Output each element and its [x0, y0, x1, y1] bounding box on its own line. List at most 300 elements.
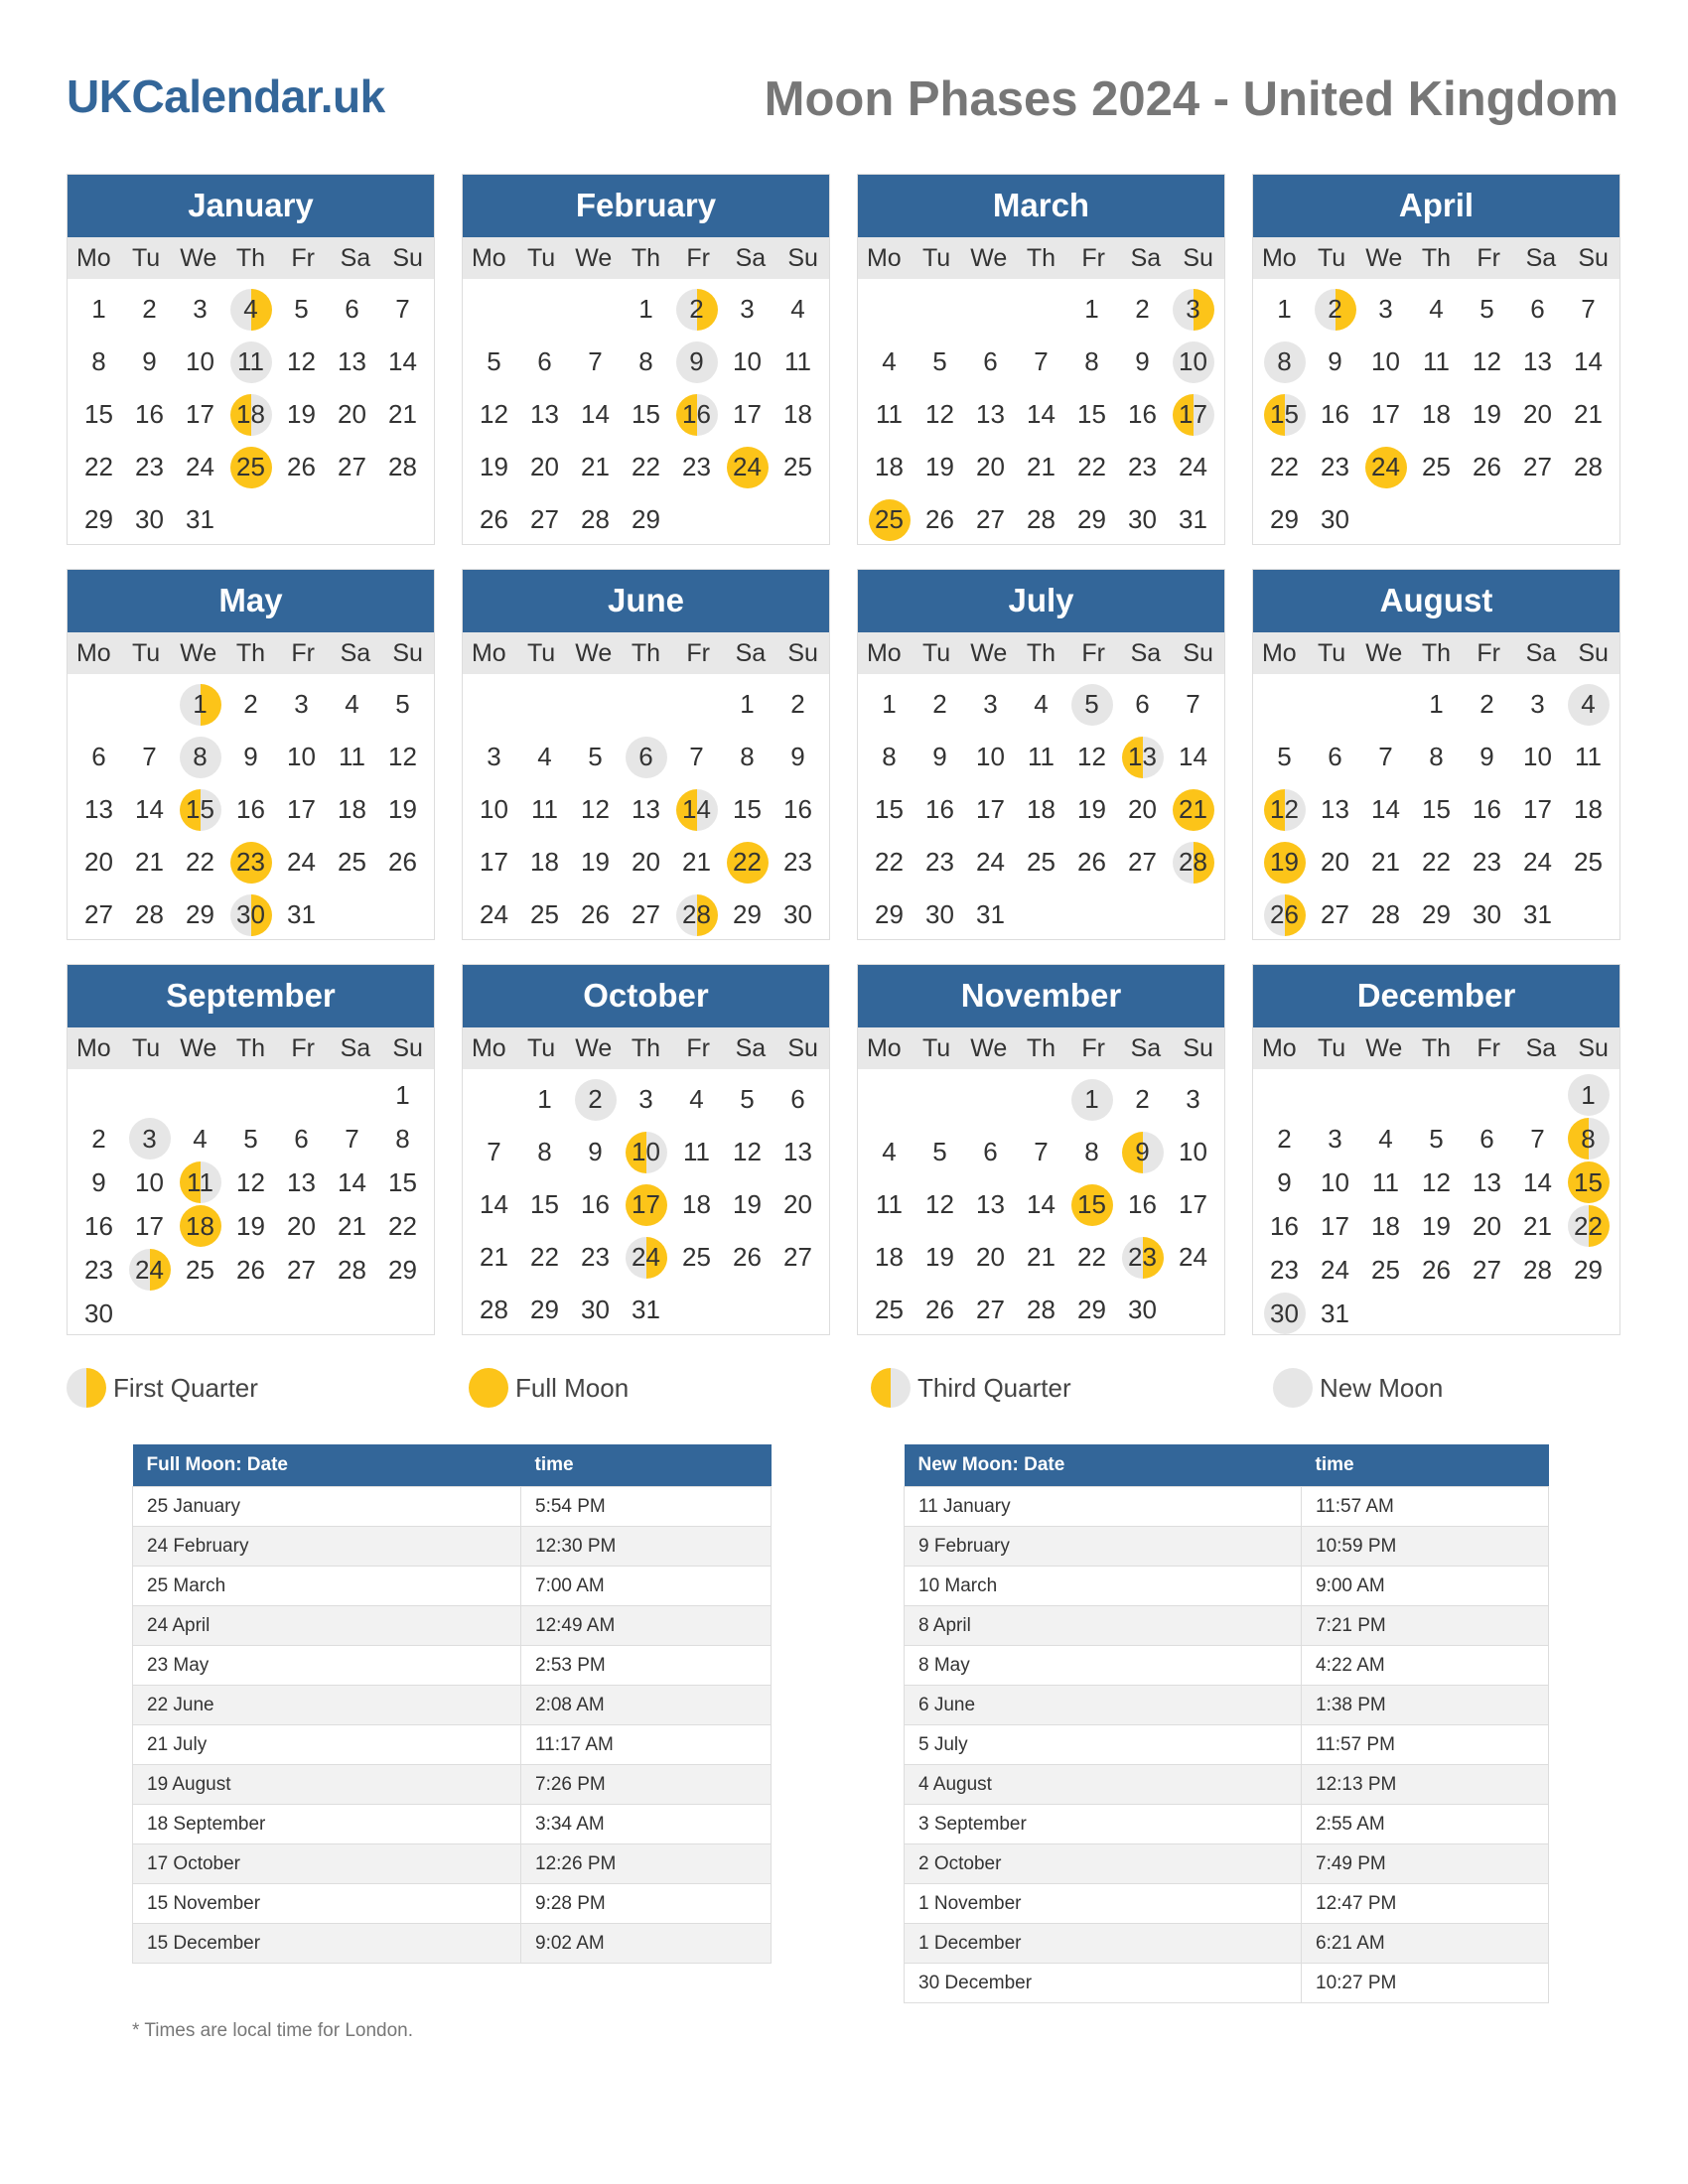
month-title: April: [1253, 175, 1619, 237]
day-number: 8: [91, 346, 106, 376]
weekday-header: [1253, 237, 1619, 279]
date-cell: 15 November: [133, 1884, 521, 1924]
day-number: 29: [733, 899, 762, 929]
day-number: 25: [1371, 1254, 1400, 1285]
page-title: Moon Phases 2024 - United Kingdom: [764, 72, 1618, 126]
weekday-label: Su: [1578, 639, 1609, 667]
moon-phase-icon: [871, 1368, 911, 1408]
legend-item: [1273, 1368, 1443, 1408]
day-fm-marker: 18: [180, 1205, 221, 1247]
table-row: [905, 1487, 1549, 1527]
day-number: 25: [1574, 847, 1603, 877]
day-number: 26: [1422, 1254, 1451, 1285]
weekday-label: Mo: [471, 244, 506, 272]
day-number: 1: [91, 294, 106, 324]
day-number: 14: [1371, 794, 1400, 824]
weekday-label: Su: [1183, 1034, 1213, 1062]
day-nm-marker: 2: [575, 1079, 617, 1121]
day-number: 15: [632, 399, 660, 429]
day-number: 6: [1479, 1123, 1494, 1154]
month-title: May: [68, 570, 434, 632]
weekday-label: We: [1365, 1034, 1403, 1062]
day-number: 11: [876, 399, 903, 429]
day-number: 23: [1128, 452, 1157, 481]
time-cell: 11:17 AM: [521, 1725, 772, 1765]
day-tq-marker: 10: [626, 1132, 667, 1173]
day-number: 21: [1027, 1242, 1055, 1272]
day-number: 24: [1523, 847, 1552, 877]
day-number: 29: [388, 1254, 417, 1285]
time-cell: 12:47 PM: [1302, 1884, 1549, 1924]
day-fm-marker: 25: [869, 499, 911, 541]
day-number: 10: [1179, 1137, 1207, 1166]
day-number: 11: [1575, 742, 1602, 771]
new-moon-table: [904, 1444, 1549, 2003]
weekday-label: Th: [631, 1034, 661, 1062]
weekday-label: Fr: [291, 1034, 315, 1062]
day-number: 10: [1371, 346, 1400, 376]
weekday-label: Tu: [526, 1034, 556, 1062]
day-nm-marker: 30: [1264, 1293, 1306, 1334]
weekday-label: Su: [392, 1034, 423, 1062]
day-number: 21: [1027, 452, 1055, 481]
weekday-header: [1253, 1027, 1619, 1069]
table-row: [905, 1527, 1549, 1567]
weekday-label: Sa: [735, 244, 767, 272]
day-number: 5: [487, 346, 501, 376]
day-number: 19: [388, 794, 417, 824]
day-number: 7: [689, 742, 704, 771]
day-grid: [463, 1069, 829, 1336]
day-number: 16: [581, 1189, 610, 1219]
day-number: 7: [588, 346, 603, 376]
weekday-label: Su: [1578, 1034, 1609, 1062]
day-fq-marker: 23: [1122, 1237, 1164, 1279]
day-number: 5: [740, 1084, 755, 1114]
day-nm-marker: 5: [1071, 684, 1113, 726]
day-grid: [463, 279, 829, 546]
day-number: 13: [530, 399, 559, 429]
day-number: 20: [976, 1242, 1005, 1272]
weekday-label: Fr: [686, 639, 710, 667]
day-number: 28: [388, 452, 417, 481]
month-title: January: [68, 175, 434, 237]
day-nm-marker: 8: [180, 737, 221, 778]
day-number: 4: [882, 1137, 897, 1166]
day-number: 7: [1581, 294, 1596, 324]
weekday-label: Sa: [340, 639, 371, 667]
day-number: 17: [1523, 794, 1552, 824]
day-number: 11: [531, 794, 558, 824]
weekday-label: Sa: [1525, 1034, 1557, 1062]
weekday-label: Mo: [471, 1034, 506, 1062]
day-number: 18: [338, 794, 366, 824]
weekday-label: Mo: [75, 244, 111, 272]
day-number: 20: [84, 847, 113, 877]
day-number: 8: [740, 742, 755, 771]
day-number: 2: [932, 689, 947, 719]
time-cell: 6:21 AM: [1302, 1924, 1549, 1964]
table-row: [133, 1725, 772, 1765]
day-number: 1: [537, 1084, 552, 1114]
day-number: 20: [1128, 794, 1157, 824]
weekday-label: We: [970, 1034, 1008, 1062]
day-number: 25: [530, 899, 559, 929]
day-number: 23: [925, 847, 954, 877]
day-number: 28: [1027, 504, 1055, 534]
weekday-label: Fr: [291, 244, 315, 272]
weekday-label: We: [575, 244, 613, 272]
day-number: 30: [783, 899, 812, 929]
day-number: 17: [186, 399, 214, 429]
day-number: 5: [395, 689, 410, 719]
day-number: 19: [1422, 1210, 1451, 1241]
day-number: 5: [932, 1137, 947, 1166]
day-number: 17: [976, 794, 1005, 824]
day-number: 8: [882, 742, 897, 771]
full-moon-date-header: Full Moon: Date: [133, 1444, 521, 1487]
day-number: 26: [925, 1295, 954, 1324]
date-cell: 10 March: [905, 1567, 1302, 1606]
day-nm-marker: 8: [1264, 341, 1306, 383]
day-number: 16: [1473, 794, 1501, 824]
date-cell: 1 November: [905, 1884, 1302, 1924]
date-cell: 30 December: [905, 1964, 1302, 2003]
date-cell: 8 April: [905, 1606, 1302, 1646]
day-number: 6: [983, 1137, 998, 1166]
day-number: 23: [135, 452, 164, 481]
day-number: 4: [345, 689, 359, 719]
day-tq-marker: 8: [1568, 1118, 1610, 1160]
day-number: 28: [1523, 1254, 1552, 1285]
day-tq-marker: 18: [230, 394, 272, 436]
day-number: 4: [1034, 689, 1049, 719]
day-number: 10: [287, 742, 316, 771]
day-number: 24: [186, 452, 214, 481]
date-cell: 9 February: [905, 1527, 1302, 1567]
month-january: [67, 174, 435, 545]
table-row: [133, 1606, 772, 1646]
weekday-header: [858, 237, 1224, 279]
weekday-label: Sa: [1525, 639, 1557, 667]
day-number: 25: [1422, 452, 1451, 481]
day-grid: [1253, 279, 1619, 546]
weekday-label: Th: [235, 244, 266, 272]
weekday-header: [68, 1027, 434, 1069]
day-number: 18: [783, 399, 812, 429]
weekday-label: Th: [235, 1034, 266, 1062]
day-number: 9: [91, 1166, 106, 1197]
day-number: 16: [84, 1210, 113, 1241]
day-number: 18: [875, 1242, 904, 1272]
day-number: 14: [1179, 742, 1207, 771]
day-number: 7: [1378, 742, 1393, 771]
weekday-header: [858, 1027, 1224, 1069]
moon-phase-icon: [1273, 1368, 1313, 1408]
day-number: 29: [632, 504, 660, 534]
day-number: 13: [783, 1137, 812, 1166]
day-number: 18: [1371, 1210, 1400, 1241]
day-number: 15: [530, 1189, 559, 1219]
day-number: 14: [480, 1189, 508, 1219]
day-number: 20: [287, 1210, 316, 1241]
date-cell: 18 September: [133, 1805, 521, 1844]
table-row: [133, 1844, 772, 1884]
time-cell: 2:53 PM: [521, 1646, 772, 1686]
day-number: 2: [790, 689, 805, 719]
day-number: 21: [1371, 847, 1400, 877]
day-number: 6: [1135, 689, 1150, 719]
table-row: [133, 1527, 772, 1567]
day-number: 29: [1077, 1295, 1106, 1324]
day-number: 30: [135, 504, 164, 534]
time-cell: 12:13 PM: [1302, 1765, 1549, 1805]
day-fq-marker: 3: [1173, 289, 1214, 331]
day-number: 5: [1277, 742, 1292, 771]
weekday-label: Fr: [1477, 1034, 1500, 1062]
table-row: [133, 1686, 772, 1725]
day-nm-marker: 10: [1173, 341, 1214, 383]
day-number: 26: [733, 1242, 762, 1272]
day-number: 27: [530, 504, 559, 534]
day-number: 2: [91, 1123, 106, 1154]
day-number: 10: [135, 1166, 164, 1197]
day-number: 30: [1128, 1295, 1157, 1324]
day-number: 14: [581, 399, 610, 429]
day-number: 27: [1523, 452, 1552, 481]
day-number: 18: [682, 1189, 711, 1219]
day-number: 27: [976, 504, 1005, 534]
day-number: 23: [581, 1242, 610, 1272]
day-fm-marker: 17: [626, 1184, 667, 1226]
day-number: 22: [84, 452, 113, 481]
day-grid: [68, 1069, 434, 1335]
day-tq-marker: 11: [180, 1161, 221, 1203]
day-number: 19: [581, 847, 610, 877]
time-cell: 9:02 AM: [521, 1924, 772, 1964]
day-number: 2: [142, 294, 157, 324]
day-number: 10: [733, 346, 762, 376]
month-february: [462, 174, 830, 545]
day-number: 6: [294, 1123, 309, 1154]
date-cell: 15 December: [133, 1924, 521, 1964]
day-number: 28: [1027, 1295, 1055, 1324]
day-number: 31: [287, 899, 316, 929]
day-number: 24: [480, 899, 508, 929]
day-number: 13: [1523, 346, 1552, 376]
table-row: [905, 1884, 1549, 1924]
weekday-label: Th: [631, 244, 661, 272]
time-cell: 5:54 PM: [521, 1487, 772, 1527]
day-number: 4: [537, 742, 552, 771]
day-number: 29: [84, 504, 113, 534]
day-number: 16: [925, 794, 954, 824]
weekday-label: We: [180, 639, 217, 667]
day-number: 15: [875, 794, 904, 824]
day-number: 14: [1523, 1166, 1552, 1197]
weekday-label: Mo: [1261, 1034, 1297, 1062]
day-tq-marker: 15: [1264, 394, 1306, 436]
table-row: [905, 1844, 1549, 1884]
table-row: [133, 1924, 772, 1964]
day-number: 24: [1179, 1242, 1207, 1272]
date-cell: 19 August: [133, 1765, 521, 1805]
weekday-label: Fr: [686, 244, 710, 272]
table-row: [905, 1805, 1549, 1844]
day-number: 25: [682, 1242, 711, 1272]
weekday-label: Su: [787, 1034, 818, 1062]
date-cell: 23 May: [133, 1646, 521, 1686]
day-number: 10: [1321, 1166, 1349, 1197]
day-fm-marker: 21: [1173, 789, 1214, 831]
day-number: 3: [638, 1084, 653, 1114]
day-number: 1: [638, 294, 653, 324]
table-row: [133, 1487, 772, 1527]
legend-label: Full Moon: [515, 1372, 630, 1403]
weekday-label: Tu: [131, 639, 161, 667]
day-number: 29: [530, 1295, 559, 1324]
weekday-label: Tu: [921, 1034, 951, 1062]
day-number: 26: [581, 899, 610, 929]
day-number: 6: [983, 346, 998, 376]
day-number: 28: [581, 504, 610, 534]
day-number: 2: [1277, 1123, 1292, 1154]
day-number: 2: [243, 689, 258, 719]
day-number: 1: [882, 689, 897, 719]
weekday-label: Su: [1183, 639, 1213, 667]
weekday-header: [858, 632, 1224, 674]
day-number: 7: [1034, 346, 1049, 376]
day-fq-marker: 24: [626, 1237, 667, 1279]
day-number: 22: [1077, 1242, 1106, 1272]
month-title: March: [858, 175, 1224, 237]
day-number: 12: [925, 399, 954, 429]
day-number: 14: [1027, 1189, 1055, 1219]
weekday-label: Sa: [340, 244, 371, 272]
day-number: 8: [395, 1123, 410, 1154]
day-number: 3: [294, 689, 309, 719]
day-number: 2: [1479, 689, 1494, 719]
day-number: 13: [338, 346, 366, 376]
day-nm-marker: 1: [1071, 1079, 1113, 1121]
day-fq-marker: 2: [676, 289, 718, 331]
day-number: 22: [186, 847, 214, 877]
day-number: 22: [1422, 847, 1451, 877]
day-number: 10: [976, 742, 1005, 771]
month-title: July: [858, 570, 1224, 632]
day-number: 24: [1321, 1254, 1349, 1285]
weekday-label: Sa: [1130, 1034, 1162, 1062]
day-number: 7: [142, 742, 157, 771]
table-row: [133, 1765, 772, 1805]
day-number: 13: [632, 794, 660, 824]
day-number: 8: [638, 346, 653, 376]
day-number: 20: [338, 399, 366, 429]
day-number: 30: [581, 1295, 610, 1324]
day-number: 23: [84, 1254, 113, 1285]
new-moon-time-header: time: [1302, 1444, 1549, 1487]
weekday-label: Mo: [866, 244, 902, 272]
weekday-label: Fr: [686, 1034, 710, 1062]
day-number: 2: [1135, 1084, 1150, 1114]
weekday-label: Tu: [526, 639, 556, 667]
weekday-label: Tu: [1317, 639, 1346, 667]
day-number: 13: [1473, 1166, 1501, 1197]
month-title: August: [1253, 570, 1619, 632]
weekday-label: We: [575, 639, 613, 667]
time-cell: 11:57 PM: [1302, 1725, 1549, 1765]
day-number: 20: [783, 1189, 812, 1219]
day-number: 12: [581, 794, 610, 824]
site-logo[interactable]: UKCalendar.uk: [67, 70, 385, 122]
weekday-label: Tu: [1317, 244, 1346, 272]
time-cell: 12:49 AM: [521, 1606, 772, 1646]
day-number: 3: [487, 742, 501, 771]
time-cell: 9:28 PM: [521, 1884, 772, 1924]
day-number: 15: [84, 399, 113, 429]
day-tq-marker: 17: [1173, 394, 1214, 436]
day-number: 17: [135, 1210, 164, 1241]
time-cell: 2:55 AM: [1302, 1805, 1549, 1844]
day-number: 3: [1186, 1084, 1200, 1114]
day-fq-marker: 24: [129, 1249, 171, 1291]
day-grid: [1253, 674, 1619, 941]
day-number: 27: [1473, 1254, 1501, 1285]
date-cell: 4 August: [905, 1765, 1302, 1805]
day-number: 4: [1378, 1123, 1393, 1154]
day-number: 7: [345, 1123, 359, 1154]
day-number: 23: [1321, 452, 1349, 481]
day-number: 24: [1179, 452, 1207, 481]
calendar-grid: [67, 174, 1620, 1335]
weekday-label: We: [1365, 639, 1403, 667]
day-number: 12: [236, 1166, 265, 1197]
day-number: 10: [480, 794, 508, 824]
weekday-label: Th: [1421, 1034, 1452, 1062]
day-nm-marker: 11: [230, 341, 272, 383]
day-number: 26: [1473, 452, 1501, 481]
day-number: 23: [682, 452, 711, 481]
day-number: 22: [1270, 452, 1299, 481]
time-cell: 7:26 PM: [521, 1765, 772, 1805]
month-april: [1252, 174, 1620, 545]
day-number: 21: [1574, 399, 1603, 429]
day-number: 28: [1574, 452, 1603, 481]
date-cell: 25 January: [133, 1487, 521, 1527]
day-number: 21: [338, 1210, 366, 1241]
day-number: 6: [91, 742, 106, 771]
weekday-label: Su: [392, 639, 423, 667]
day-fm-marker: 22: [727, 842, 769, 884]
day-number: 7: [1186, 689, 1200, 719]
day-number: 27: [84, 899, 113, 929]
day-number: 22: [875, 847, 904, 877]
day-number: 10: [186, 346, 214, 376]
weekday-label: Su: [1183, 244, 1213, 272]
weekday-label: We: [575, 1034, 613, 1062]
day-number: 21: [480, 1242, 508, 1272]
time-cell: 7:00 AM: [521, 1567, 772, 1606]
day-fq-marker: 4: [230, 289, 272, 331]
day-number: 28: [480, 1295, 508, 1324]
weekday-label: Su: [787, 639, 818, 667]
day-fq-marker: 28: [676, 894, 718, 936]
legend-item: [67, 1368, 258, 1408]
time-cell: 12:30 PM: [521, 1527, 772, 1567]
day-number: 13: [1321, 794, 1349, 824]
day-number: 19: [733, 1189, 762, 1219]
day-number: 9: [1328, 346, 1342, 376]
